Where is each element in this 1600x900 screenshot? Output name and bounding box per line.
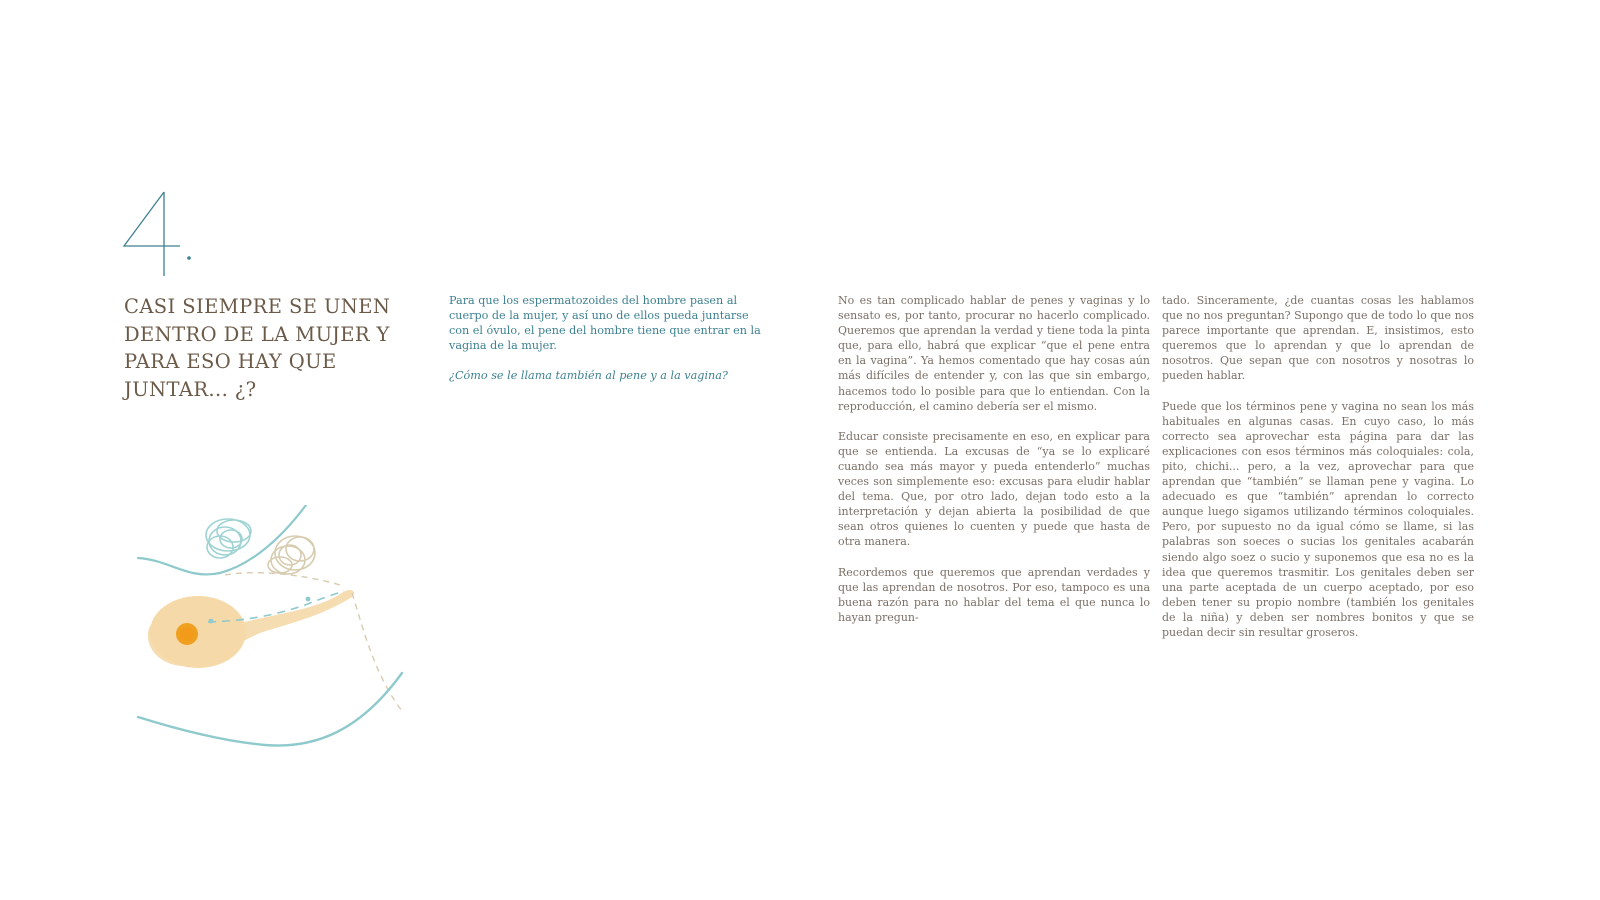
intro-question: ¿Cómo se le llama también al pene y a la vagina? (449, 369, 728, 382)
body-column-2 (1162, 293, 1474, 655)
intro-paragraph: Para que los espermatozoides del hombre pasen al cuerpo de la mujer, y así uno de ellos pueda juntarse con el óvulo, el pene del hombre tiene que entrar en la vagina de la mujer. (449, 294, 761, 352)
chapter-number-4 (122, 190, 212, 280)
body-paragraph: tado. Sinceramente, ¿de cuantas cosas les hablamos que no nos preguntan? Supongo que de todo lo que nos parece importante que aprendan. E, insistimos, esto queremos que lo aprendan y que lo aprendan de nosotros. Que sepan que con nosotros y nosotras lo pueden hablar. (1162, 294, 1474, 383)
chapter-title: CASI SIEMPRE SE UNEN DENTRO DE LA MUJER Y PARA ESO HAY QUE JUNTAR... ¿? (124, 295, 391, 401)
body-paragraph: Puede que los términos pene y vagina no sean los más habituales en algunas casas. En cuyo caso, lo más correcto sea aprovechar esta página para dar las explicaciones con esos términos más coloquiales: cola, pito, chichi... pero, a la vez, aprovechar para que aprendan que “también” se llaman pene y vagina. Lo adecuado es que “también” aprendan lo correcto aunque luego sigamos utilizando términos coloquiales. Pero, por supuesto no da igual cómo se llame, si las palabras son soeces o sucias los genitales acabarán siendo algo soez o sucio y suponemos que esa no es la idea que queremos trasmitir. Los genitales deben ser una parte aceptada de un cuerpo aceptado, por eso deben tener su propio nombre (también los genitales de la niña) y deben ser nombres bonitos y que se puedan decir sin resultar groseros. (1162, 399, 1474, 639)
body-column-1 (838, 293, 1150, 640)
body-paragraph: Educar consiste precisamente en eso, en explicar para que se entienda. La excusas de “ya se lo explicaré cuando sea más mayor y pueda entenderlo” muchas veces son simplemente eso: excusas para eludir hablar del tema. Que, por otro lado, dejan todo esto a la interpretación y dejan abierta la posibilidad de que sean otros quienes lo cuenten y puede que hasta de otra manera. (838, 429, 1150, 549)
lower-body-line (138, 673, 402, 746)
body-paragraph: Recordemos que queremos que aprendan verdades y que las aprendan de nosotros. Por eso, tampoco es una buena razón para no hablar del tema el que nunca lo hayan pregun- (838, 565, 1150, 624)
body-paragraph: No es tan complicado hablar de penes y vaginas y lo sensato es, por tanto, procurar no hacerlo complicado. Queremos que aprendan la verdad y tiene toda la pinta que, para ello, habrá que explicar “que el pene entra en la vagina”. Ya hemos comentado que hay cosas aún más difíciles de entender y, con las que sin embargo, hacemos todo lo posible para que lo entiendan. Con la reproducción, el camino debería ser el mismo. (838, 294, 1150, 413)
blue-scribble (206, 519, 251, 558)
reproduction-illustration (130, 505, 430, 780)
intro-text (449, 293, 769, 398)
